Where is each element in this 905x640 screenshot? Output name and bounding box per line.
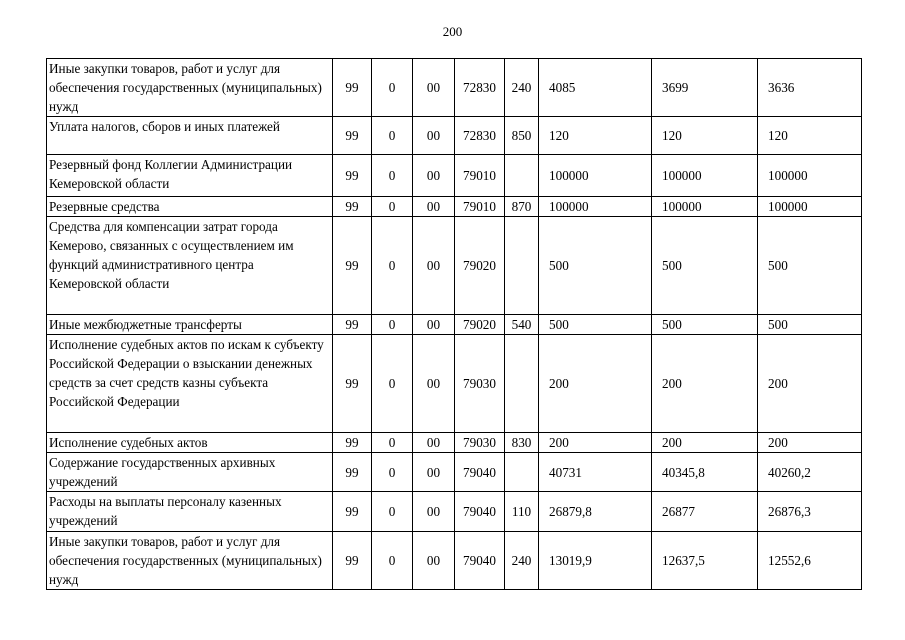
row-name: Уплата налогов, сборов и иных платежей bbox=[47, 117, 333, 155]
cell-activity: 00 bbox=[413, 197, 455, 217]
cell-subprogram: 0 bbox=[372, 315, 413, 335]
cell-activity: 00 bbox=[413, 433, 455, 453]
row-name: Расходы на выплаты персоналу казенных учреждений bbox=[47, 492, 333, 532]
cell-subprogram: 0 bbox=[372, 335, 413, 433]
cell-expense-type: 870 bbox=[505, 197, 539, 217]
table-row bbox=[47, 217, 862, 315]
cell-amount-year1: 26879,8 bbox=[539, 492, 652, 532]
cell-subprogram: 0 bbox=[372, 492, 413, 532]
cell-activity: 00 bbox=[413, 315, 455, 335]
cell-activity: 00 bbox=[413, 532, 455, 590]
page-number: 200 bbox=[442, 24, 463, 39]
cell-program: 99 bbox=[333, 197, 372, 217]
cell-program: 99 bbox=[333, 217, 372, 315]
cell-program: 99 bbox=[333, 59, 372, 117]
cell-amount-year3: 12552,6 bbox=[758, 532, 862, 590]
cell-amount-year1: 500 bbox=[539, 315, 652, 335]
table-row bbox=[47, 532, 862, 590]
cell-amount-year3: 200 bbox=[758, 335, 862, 433]
cell-subprogram: 0 bbox=[372, 197, 413, 217]
cell-activity: 00 bbox=[413, 117, 455, 155]
cell-amount-year1: 200 bbox=[539, 433, 652, 453]
cell-amount-year3: 500 bbox=[758, 315, 862, 335]
cell-amount-year1: 200 bbox=[539, 335, 652, 433]
cell-amount-year3: 200 bbox=[758, 433, 862, 453]
table-row bbox=[47, 453, 862, 492]
cell-subprogram: 0 bbox=[372, 532, 413, 590]
cell-subprogram: 0 bbox=[372, 453, 413, 492]
cell-amount-year2: 200 bbox=[652, 433, 758, 453]
cell-amount-year3: 40260,2 bbox=[758, 453, 862, 492]
cell-amount-year1: 13019,9 bbox=[539, 532, 652, 590]
cell-direction: 72830 bbox=[455, 117, 505, 155]
cell-amount-year3: 3636 bbox=[758, 59, 862, 117]
row-name: Исполнение судебных актов по искам к субъекту Российской Федерации о взыскании денежных средств за счет средств казны субъекта Российской Федерации bbox=[47, 335, 333, 433]
table-row bbox=[47, 315, 862, 335]
cell-activity: 00 bbox=[413, 453, 455, 492]
cell-amount-year2: 500 bbox=[652, 315, 758, 335]
cell-amount-year2: 12637,5 bbox=[652, 532, 758, 590]
cell-expense-type: 240 bbox=[505, 59, 539, 117]
cell-amount-year1: 120 bbox=[539, 117, 652, 155]
row-name: Иные закупки товаров, работ и услуг для обеспечения государственных (муниципальных) нужд bbox=[47, 59, 333, 117]
row-name: Резервный фонд Коллегии Администрации Кемеровской области bbox=[47, 155, 333, 197]
cell-subprogram: 0 bbox=[372, 433, 413, 453]
row-name: Иные закупки товаров, работ и услуг для обеспечения государственных (муниципальных) нужд bbox=[47, 532, 333, 590]
table-row bbox=[47, 335, 862, 433]
row-name: Средства для компенсации затрат города Кемерово, связанных с осуществлением им функций административного центра Кемеровской области bbox=[47, 217, 333, 315]
cell-amount-year2: 200 bbox=[652, 335, 758, 433]
cell-activity: 00 bbox=[413, 335, 455, 433]
cell-amount-year2: 26877 bbox=[652, 492, 758, 532]
cell-activity: 00 bbox=[413, 155, 455, 197]
cell-expense-type bbox=[505, 217, 539, 315]
cell-expense-type: 240 bbox=[505, 532, 539, 590]
row-name: Резервные средства bbox=[47, 197, 333, 217]
cell-subprogram: 0 bbox=[372, 217, 413, 315]
cell-direction: 79030 bbox=[455, 433, 505, 453]
cell-expense-type: 830 bbox=[505, 433, 539, 453]
cell-activity: 00 bbox=[413, 492, 455, 532]
cell-program: 99 bbox=[333, 335, 372, 433]
table-row bbox=[47, 59, 862, 117]
cell-amount-year3: 100000 bbox=[758, 197, 862, 217]
table-row bbox=[47, 197, 862, 217]
cell-activity: 00 bbox=[413, 59, 455, 117]
cell-amount-year2: 100000 bbox=[652, 155, 758, 197]
cell-amount-year2: 40345,8 bbox=[652, 453, 758, 492]
cell-amount-year1: 4085 bbox=[539, 59, 652, 117]
cell-direction: 79020 bbox=[455, 315, 505, 335]
budget-table bbox=[46, 58, 862, 590]
cell-program: 99 bbox=[333, 155, 372, 197]
table-row bbox=[47, 433, 862, 453]
row-name: Исполнение судебных актов bbox=[47, 433, 333, 453]
cell-direction: 79030 bbox=[455, 335, 505, 433]
cell-direction: 79010 bbox=[455, 197, 505, 217]
cell-amount-year1: 40731 bbox=[539, 453, 652, 492]
cell-amount-year3: 100000 bbox=[758, 155, 862, 197]
cell-program: 99 bbox=[333, 532, 372, 590]
cell-expense-type: 850 bbox=[505, 117, 539, 155]
cell-subprogram: 0 bbox=[372, 117, 413, 155]
row-name: Содержание государственных архивных учреждений bbox=[47, 453, 333, 492]
cell-program: 99 bbox=[333, 433, 372, 453]
table-row bbox=[47, 155, 862, 197]
cell-direction: 79020 bbox=[455, 217, 505, 315]
cell-amount-year2: 100000 bbox=[652, 197, 758, 217]
cell-expense-type bbox=[505, 155, 539, 197]
cell-amount-year1: 500 bbox=[539, 217, 652, 315]
cell-amount-year2: 500 bbox=[652, 217, 758, 315]
cell-program: 99 bbox=[333, 492, 372, 532]
cell-direction: 79040 bbox=[455, 532, 505, 590]
cell-amount-year2: 120 bbox=[652, 117, 758, 155]
table-row bbox=[47, 117, 862, 155]
row-name: Иные межбюджетные трансферты bbox=[47, 315, 333, 335]
cell-expense-type bbox=[505, 335, 539, 433]
cell-program: 99 bbox=[333, 315, 372, 335]
cell-direction: 79040 bbox=[455, 453, 505, 492]
cell-amount-year3: 500 bbox=[758, 217, 862, 315]
cell-program: 99 bbox=[333, 117, 372, 155]
cell-amount-year3: 26876,3 bbox=[758, 492, 862, 532]
cell-subprogram: 0 bbox=[372, 59, 413, 117]
cell-amount-year1: 100000 bbox=[539, 197, 652, 217]
cell-subprogram: 0 bbox=[372, 155, 413, 197]
cell-amount-year2: 3699 bbox=[652, 59, 758, 117]
cell-expense-type bbox=[505, 453, 539, 492]
cell-direction: 79040 bbox=[455, 492, 505, 532]
cell-amount-year3: 120 bbox=[758, 117, 862, 155]
table-row bbox=[47, 492, 862, 532]
cell-expense-type: 110 bbox=[505, 492, 539, 532]
cell-direction: 79010 bbox=[455, 155, 505, 197]
cell-direction: 72830 bbox=[455, 59, 505, 117]
cell-program: 99 bbox=[333, 453, 372, 492]
cell-amount-year1: 100000 bbox=[539, 155, 652, 197]
cell-expense-type: 540 bbox=[505, 315, 539, 335]
cell-activity: 00 bbox=[413, 217, 455, 315]
